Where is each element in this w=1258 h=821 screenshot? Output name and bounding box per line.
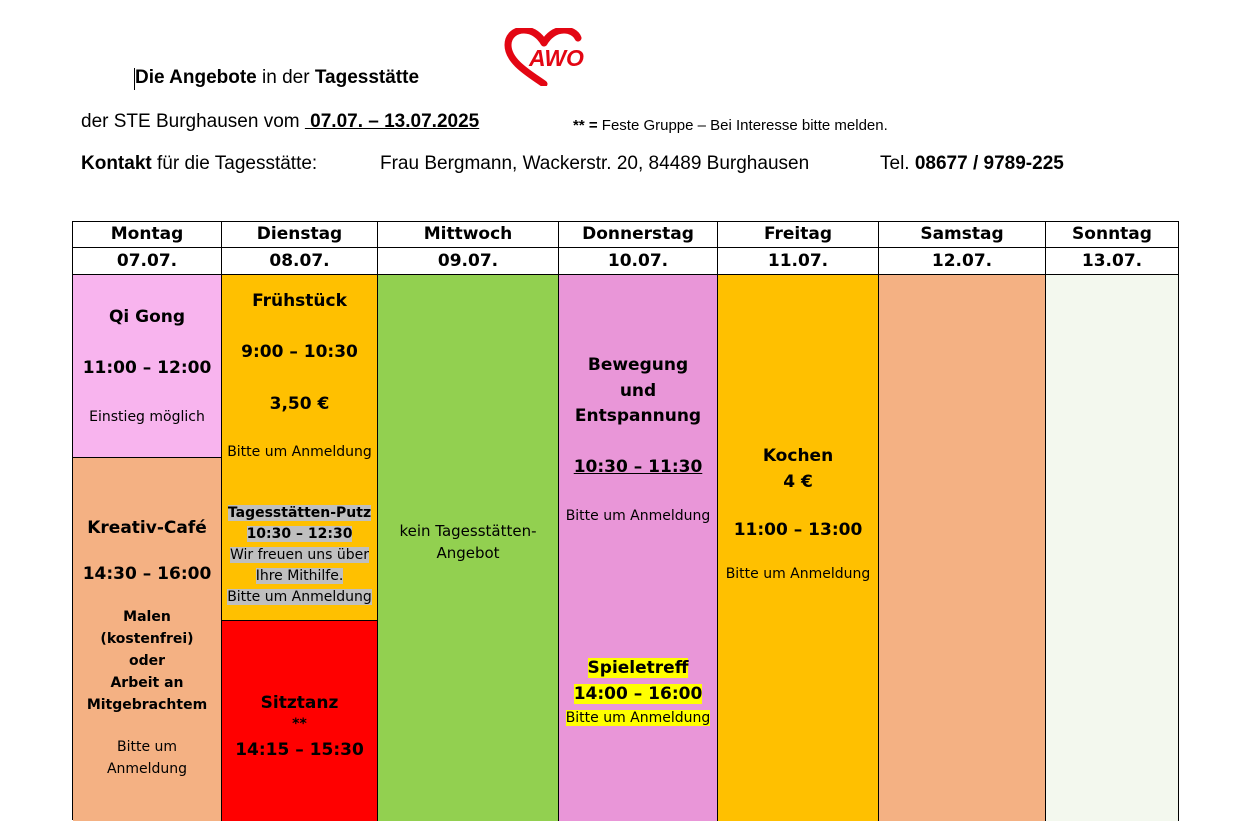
phone-label: Tel. [880, 153, 915, 174]
putz-line-1: Wir freuen uns über [229, 547, 370, 563]
day-header-wednesday: Mittwoch [378, 222, 559, 248]
no-offer-wednesday [378, 275, 559, 821]
no-offer-line-2: Angebot [436, 544, 500, 562]
movement-time: 10:30 – 11:30 [573, 457, 703, 477]
event-kreativ-cafe [73, 458, 222, 821]
weekly-schedule-table [72, 221, 1179, 820]
date-thursday: 10.07. [559, 248, 718, 275]
day-header-tuesday: Dienstag [222, 222, 378, 248]
day-header-friday: Freitag [718, 222, 879, 248]
date-friday: 11.07. [718, 248, 879, 275]
movement-line-3: Entspannung [574, 406, 702, 426]
contact-line [81, 153, 317, 175]
date-tuesday: 08.07. [222, 248, 378, 275]
phone-number: 08677 / 9789-225 [914, 153, 1064, 174]
breakfast-note: Bitte um Anmeldung [227, 444, 372, 460]
cafe-note-2: Anmeldung [106, 761, 188, 777]
cafe-line-3: oder [128, 653, 166, 669]
dance-marker: ** [292, 716, 307, 732]
cafe-line-1: Malen [123, 609, 171, 625]
cooking-price: 4 € [783, 472, 813, 492]
day-header-sunday: Sonntag [1046, 222, 1179, 248]
document-title [135, 67, 419, 89]
date-wednesday: 09.07. [378, 248, 559, 275]
putz-note: Bitte um Anmeldung [227, 589, 372, 605]
putz-title: Tagesstätten-Putz [227, 505, 372, 521]
cooking-time: 11:00 – 13:00 [733, 520, 863, 540]
contact-address: Frau Bergmann, Wackerstr. 20, 84489 Burghausen [380, 153, 810, 174]
legend-marker: ** = [573, 117, 598, 134]
movement-line-1: Bewegung [587, 355, 689, 375]
date-saturday: 12.07. [879, 248, 1046, 275]
title-part-2: in der [256, 67, 315, 88]
cafe-line-2: (kostenfrei) [100, 631, 194, 647]
legend-line [573, 114, 888, 136]
contact-text: für die Tagesstätte: [151, 153, 318, 174]
spieletreff-block [559, 655, 717, 728]
event-bewegung [559, 275, 718, 821]
contact-label: Kontakt [81, 153, 152, 174]
game-note: Bitte um Anmeldung [565, 710, 711, 726]
day-header-thursday: Donnerstag [559, 222, 718, 248]
period-dates: 07.07. – 13.07.2025 [304, 111, 480, 132]
dance-time: 14:15 – 15:30 [235, 740, 364, 760]
event-kochen [718, 275, 879, 821]
movement-line-2: und [619, 381, 657, 401]
movement-note: Bitte um Anmeldung [565, 508, 711, 524]
putz-time: 10:30 – 12:30 [246, 526, 353, 542]
cafe-note-1: Bitte um [116, 739, 178, 755]
game-time: 14:00 – 16:00 [573, 684, 703, 704]
date-sunday: 13.07. [1046, 248, 1179, 275]
title-part-1: Die Angebote [135, 67, 257, 88]
event-sitztanz [222, 621, 378, 821]
day-header-saturday: Samstag [879, 222, 1046, 248]
awo-heart-logo [500, 28, 600, 86]
no-offer-line-1: kein Tagesstätten- [399, 522, 537, 540]
phone-line [880, 153, 1064, 175]
event-fruehstueck [222, 275, 378, 621]
dance-title: Sitztanz [260, 693, 339, 713]
legend-text: Feste Gruppe – Bei Interesse bitte melden. [597, 117, 888, 134]
breakfast-time: 9:00 – 10:30 [241, 342, 358, 362]
cafe-line-4: Arbeit an [110, 675, 184, 691]
period-line [81, 111, 479, 133]
cooking-note: Bitte um Anmeldung [725, 566, 871, 582]
putz-block [222, 503, 377, 608]
cafe-line-5: Mitgebrachtem [86, 697, 208, 713]
breakfast-title: Frühstück [252, 291, 347, 311]
cafe-title: Kreativ-Café [87, 518, 207, 538]
logo-text: AWO [529, 45, 584, 71]
qigong-title: Qi Gong [108, 307, 186, 327]
game-title: Spieletreff [587, 658, 689, 678]
cafe-time: 14:30 – 16:00 [82, 564, 212, 584]
period-prefix: der STE Burghausen vom [81, 111, 305, 132]
empty-saturday [879, 275, 1046, 821]
event-qigong [73, 275, 222, 458]
qigong-note: Einstieg möglich [89, 409, 205, 425]
breakfast-price: 3,50 € [269, 394, 330, 414]
day-header-monday: Montag [73, 222, 222, 248]
empty-sunday [1046, 275, 1179, 821]
qigong-time: 11:00 – 12:00 [82, 358, 212, 378]
title-part-3: Tagesstätte [314, 67, 420, 88]
cooking-title: Kochen [762, 446, 834, 466]
date-monday: 07.07. [73, 248, 222, 275]
putz-line-2: Ihre Mithilfe. [255, 568, 344, 584]
